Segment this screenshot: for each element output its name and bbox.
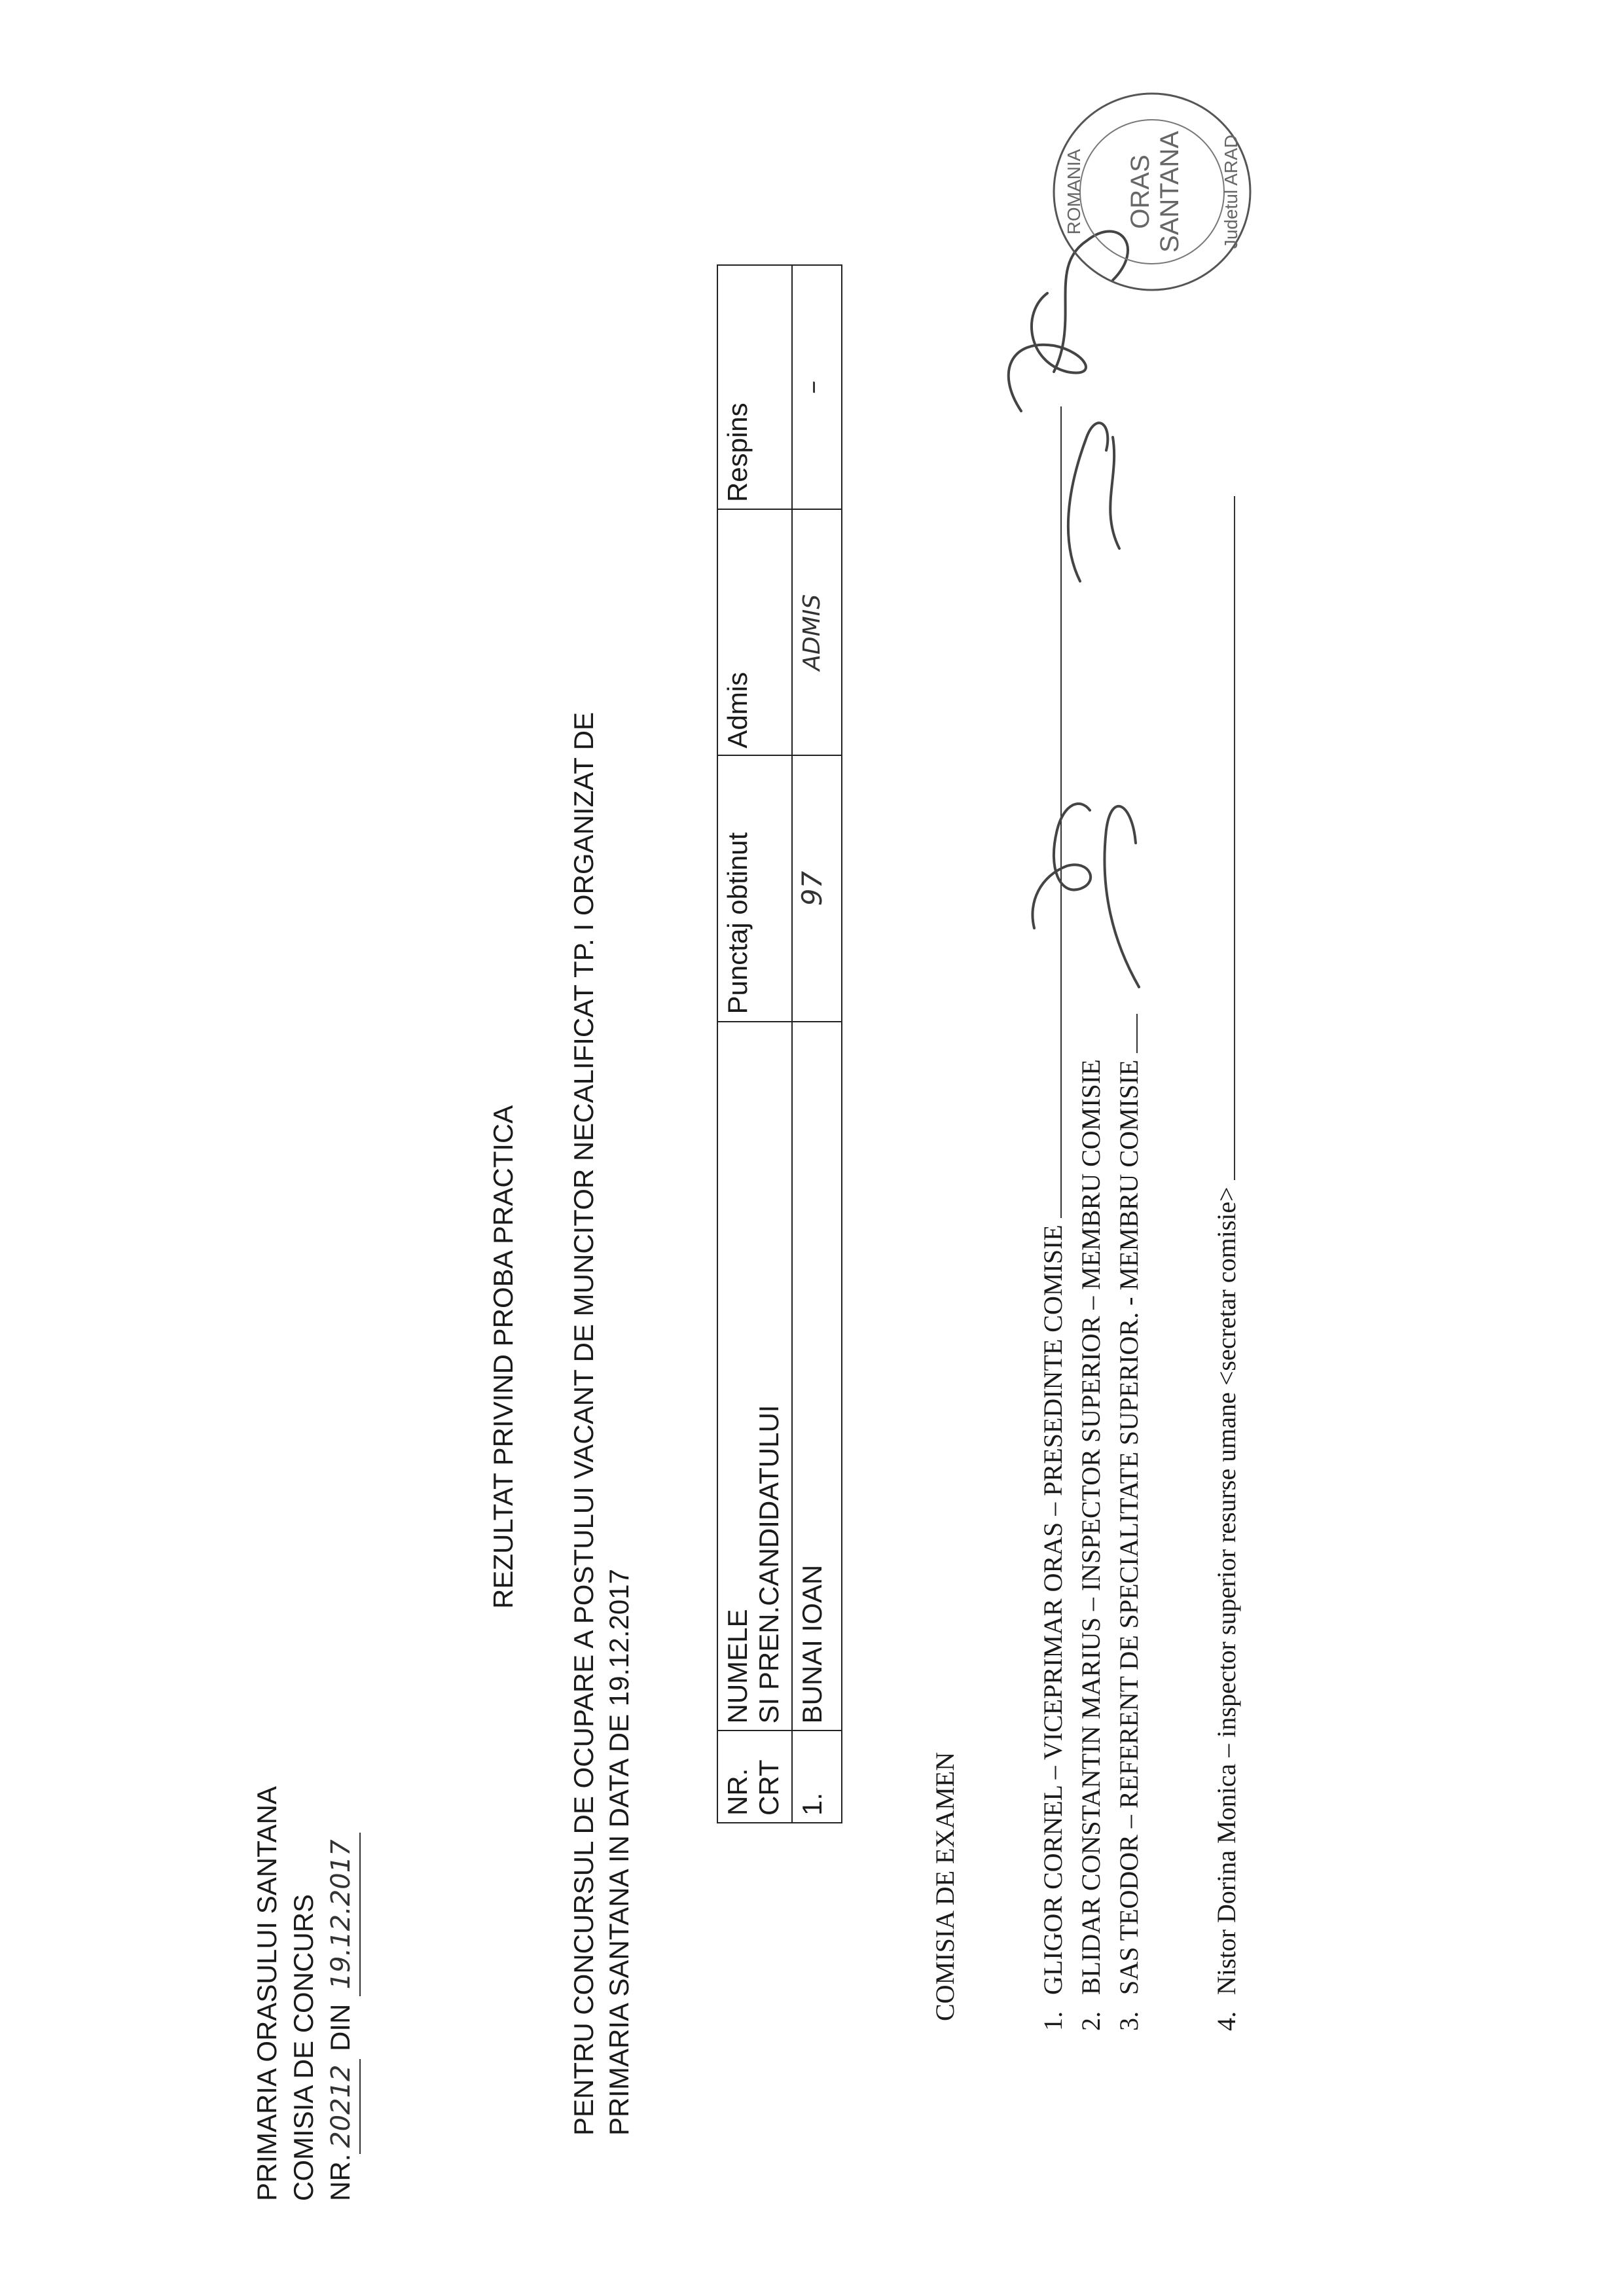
table-row xyxy=(792,265,842,1823)
member-2-text: BLIDAR CONSTANTIN MARIUS – INSPECTOR SUPERIOR – MEMBRU COMISIE xyxy=(1076,1059,1106,1995)
stamp-center-line-2: SANTANA xyxy=(1155,131,1184,253)
document-number-line xyxy=(322,1786,361,2201)
member-1-text: GLIGOR CORNEL – VICEPRIMAR ORAS – PRESEDINTE COMISIE xyxy=(1038,1225,1068,1995)
institution-name: PRIMARIA ORASULUI SANTANA xyxy=(251,1785,282,2201)
secretary-num: 4. xyxy=(1212,2011,1241,2031)
din-label: DIN xyxy=(325,2003,355,2051)
header-respins: Respins xyxy=(717,265,792,509)
subtitle-line-1: PENTRU CONCURSUL DE OCUPARE A POSTULUI VACANT DE MUNCITOR NECALIFICAT TP. I ORGANIZAT DE xyxy=(568,711,599,2136)
header-crt-label: CRT xyxy=(753,1759,784,1816)
signature-1 xyxy=(1032,804,1091,928)
nr-value: 20212 xyxy=(323,2059,361,2154)
cell-nr: 1. xyxy=(792,1731,842,1823)
stamp-ring-bottom: Judetul ARAD xyxy=(1221,134,1241,249)
cell-admis: ADMIS xyxy=(792,509,842,755)
stamp-ring-top: ROMANIA xyxy=(1064,149,1084,235)
signature-3 xyxy=(1068,423,1108,581)
header-nr-crt xyxy=(717,1731,792,1823)
header-name-line-1: NUMELE xyxy=(722,1609,753,1724)
member-3-num: 3. xyxy=(1114,2011,1144,2031)
document-title: REZULTAT PRIVIND PROBA PRACTICA xyxy=(488,1105,518,1609)
commission-name: COMISIA DE CONCURS xyxy=(288,1893,319,2201)
city-hall-stamp xyxy=(1041,81,1263,303)
header-nr-label: NR. xyxy=(722,1768,753,1816)
subtitle-line-2: PRIMARIA SANTANA IN DATA DE 19.12.2017 xyxy=(604,1568,634,2136)
din-value: 19.12.2017 xyxy=(323,1833,361,1996)
member-1-num: 1. xyxy=(1038,2011,1068,2031)
table-header-row xyxy=(717,265,792,1823)
header-name-line-2: SI PREN.CANDIDATULUI xyxy=(753,1405,784,1724)
member-3-signature-line xyxy=(1136,1014,1138,1053)
institution-header xyxy=(249,1786,361,2201)
secretary-text: Nistor Dorina Monica – inspector superior resurse umane <secretar comisie> xyxy=(1212,1187,1241,1995)
header-punctaj: Punctaj obtinut xyxy=(717,755,792,1021)
commission-heading: COMISIA DE EXAMEN xyxy=(930,1751,960,2021)
nr-label: NR. xyxy=(325,2153,355,2201)
cell-punctaj: 97 xyxy=(792,755,842,1021)
cell-name: BUNAI IOAN xyxy=(792,1022,842,1731)
member-2-num: 2. xyxy=(1076,2011,1106,2031)
document-subtitle xyxy=(566,712,637,2136)
results-table xyxy=(717,264,842,1823)
header-name xyxy=(717,1022,792,1731)
cell-respins: – xyxy=(792,265,842,509)
member-3-text: SAS TEODOR – REFERENT DE SPECIALITATE SUPERIOR. - MEMBRU COMISIE xyxy=(1114,1060,1144,1995)
signature-2 xyxy=(1009,293,1086,411)
stamp-center-line-1: ORAS xyxy=(1126,154,1155,229)
header-admis: Admis xyxy=(717,509,792,755)
